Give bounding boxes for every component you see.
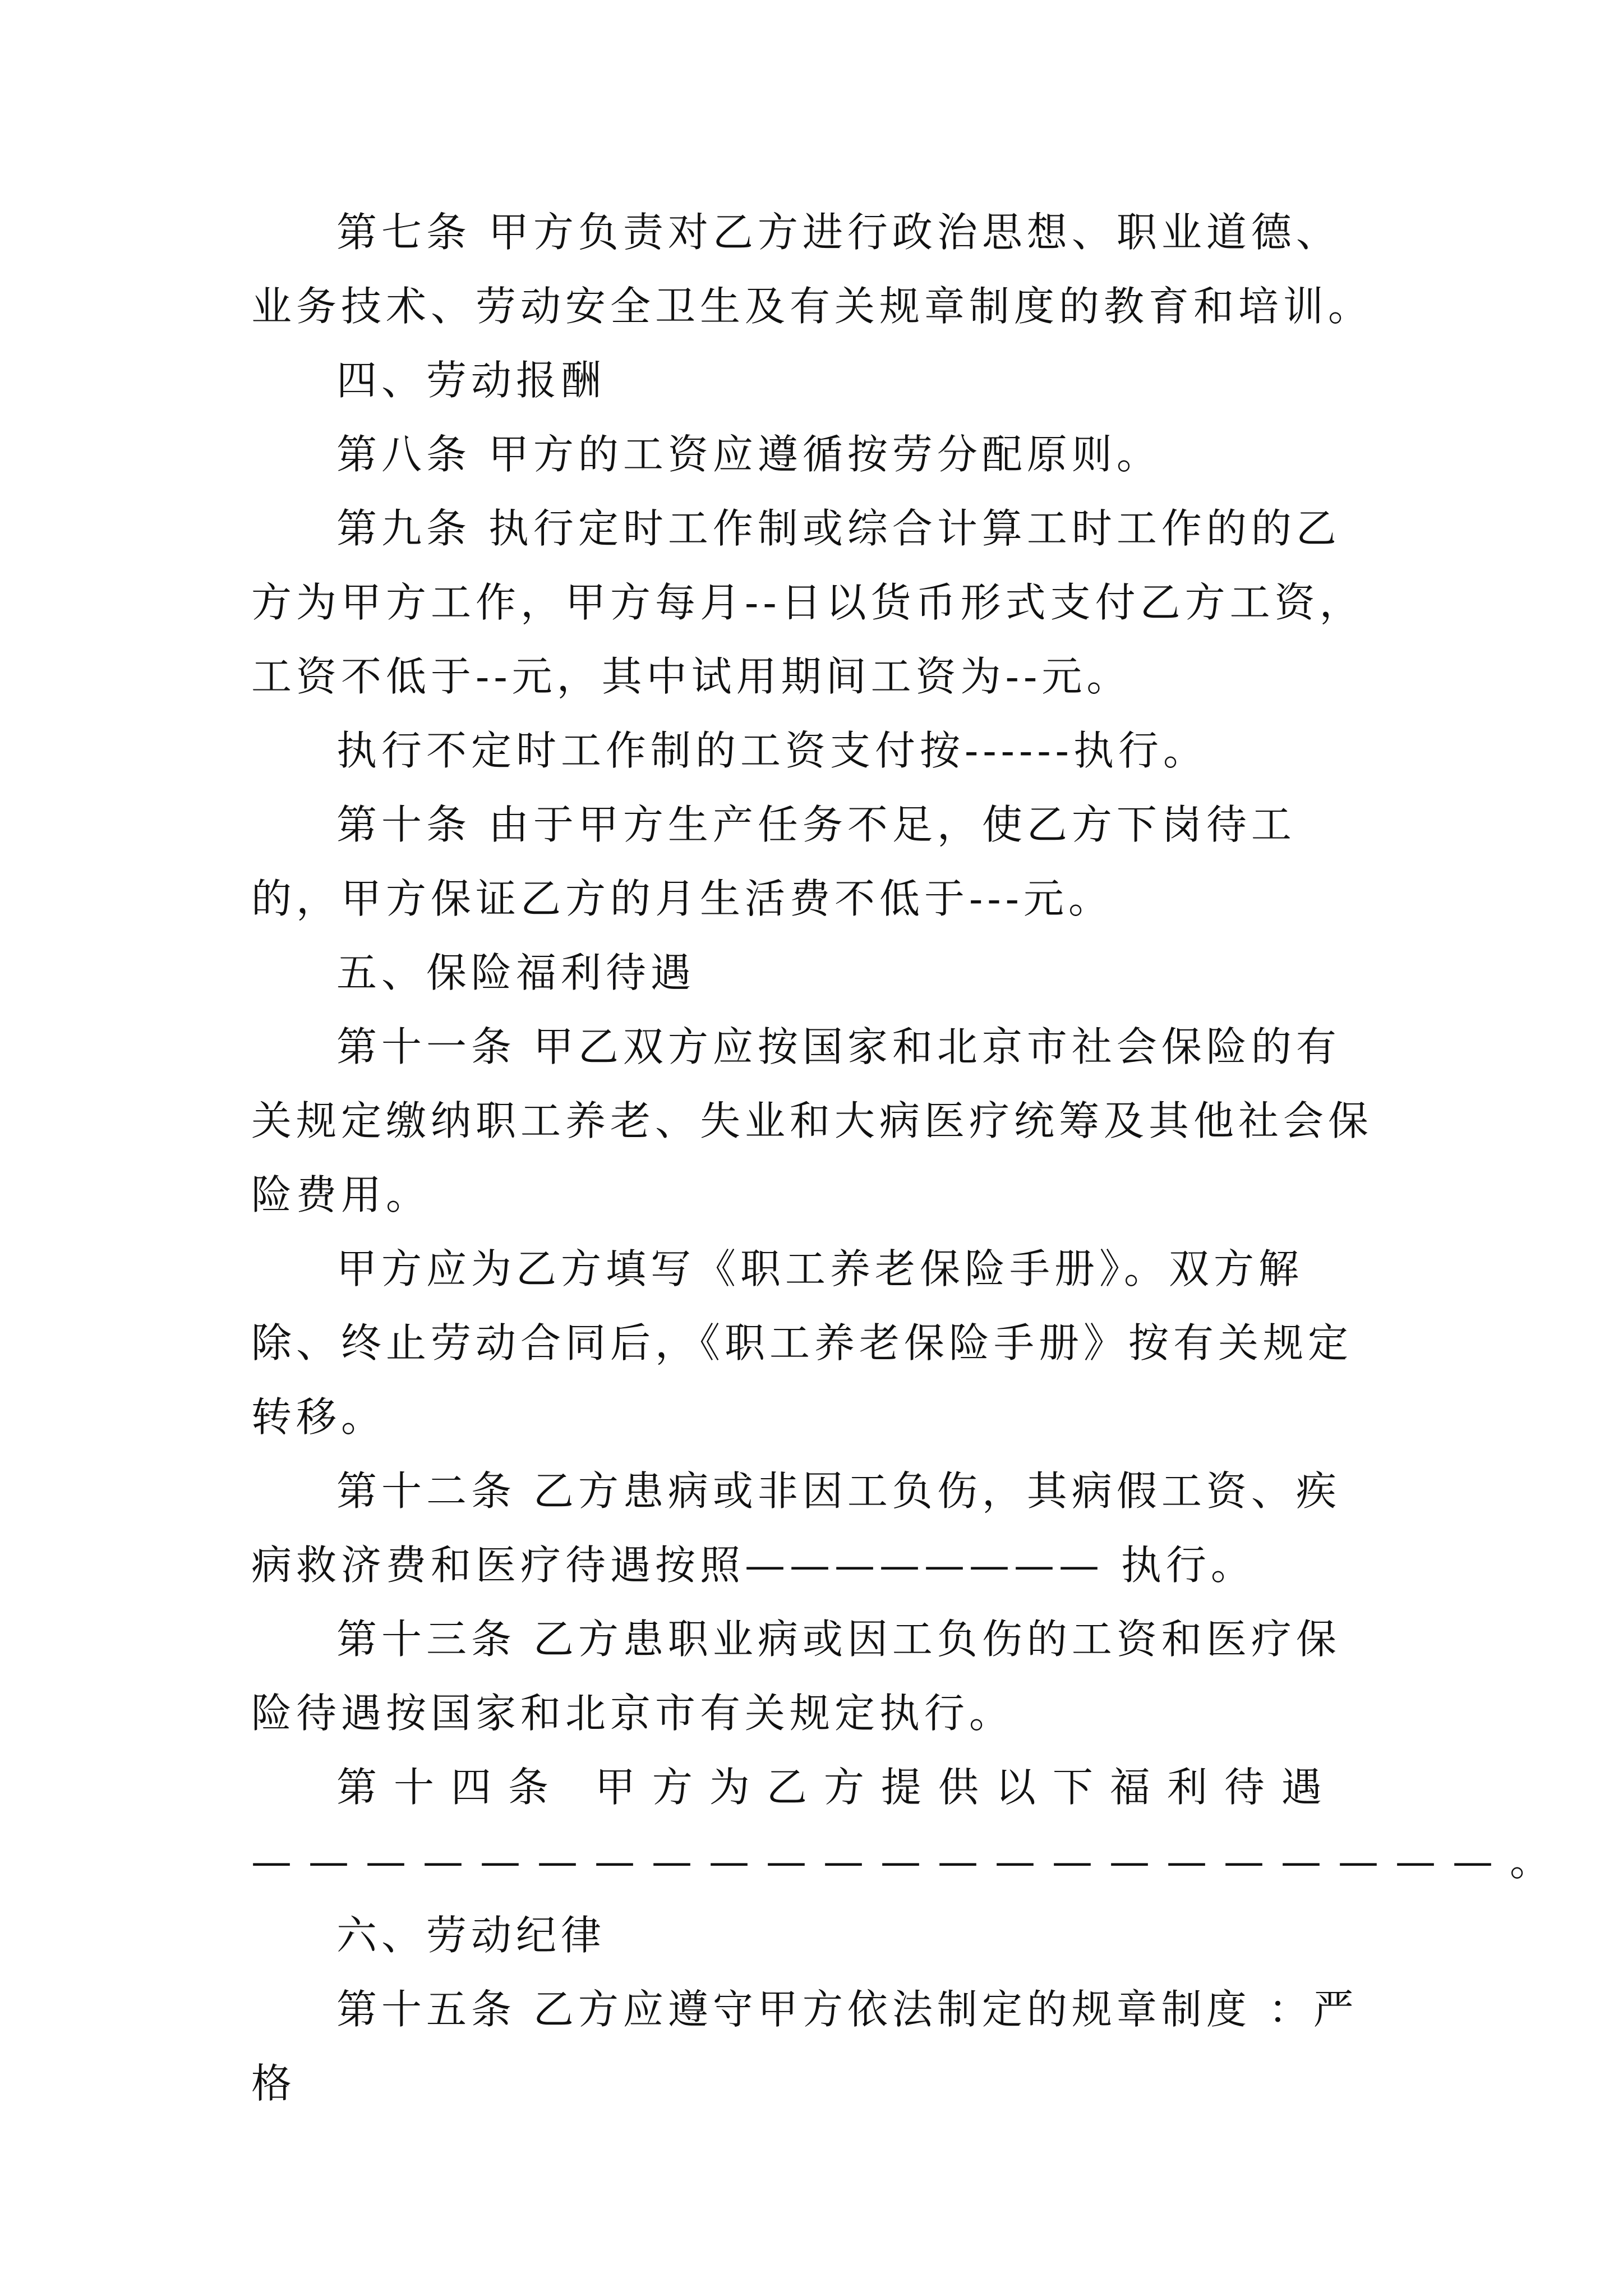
article-7-paragraph: 第七条 甲方负责对乙方进行政治思想、职业道德、业务技术、劳动安全卫生及有关规章制度的教育和培训。 <box>251 209 1373 330</box>
document-body <box>251 195 1567 2120</box>
section-5-heading: 五、保险福利待遇 <box>336 949 696 996</box>
article-13-paragraph: 第十三条 乙方患职业病或因工负伤的工资和医疗保险待遇按国家和北京市有关规定执行。 <box>251 1616 1341 1737</box>
section-6-heading: 六、劳动纪律 <box>336 1912 606 1959</box>
section-4-heading: 四、劳动报酬 <box>336 357 606 404</box>
article-11-paragraph: 第十一条 甲乙双方应按国家和北京市社会保险的有关规定缴纳职工养老、失业和大病医疗统筹及其他社会保险费用。 <box>251 1023 1373 1218</box>
article-14-paragraph: 第十四条 甲方为乙方提供以下福利待遇——————————————————————。 <box>251 1764 1567 1885</box>
article-12-paragraph: 第十二条 乙方患病或非因工负伤，其病假工资、疾病救济费和医疗待遇按照———————— 执行。 <box>251 1467 1341 1589</box>
article-8-paragraph: 第八条 甲方的工资应遵循按劳分配原则。 <box>336 431 1161 478</box>
article-15-paragraph: 第十五条 乙方应遵守甲方依法制定的规章制度 ：严格 <box>251 1986 1358 2107</box>
article-9-continuation-paragraph: 执行不定时工作制的工资支付按------执行。 <box>336 727 1208 774</box>
article-9-paragraph: 第九条 执行定时工作制或综合计算工时工作的的乙方为甲方工作，甲方每月--日以货币形式支付乙方工资，工资不低于--元，其中试用期间工资为--元。 <box>251 505 1364 700</box>
article-11-continuation-paragraph: 甲方应为乙方填写《职工养老保险手册》。双方解除、终止劳动合同后，《职工养老保险手册》按有关规定转移。 <box>251 1245 1353 1441</box>
article-10-paragraph: 第十条 由于甲方生产任务不足，使乙方下岗待工的，甲方保证乙方的月生活费不低于---元。 <box>251 801 1296 922</box>
